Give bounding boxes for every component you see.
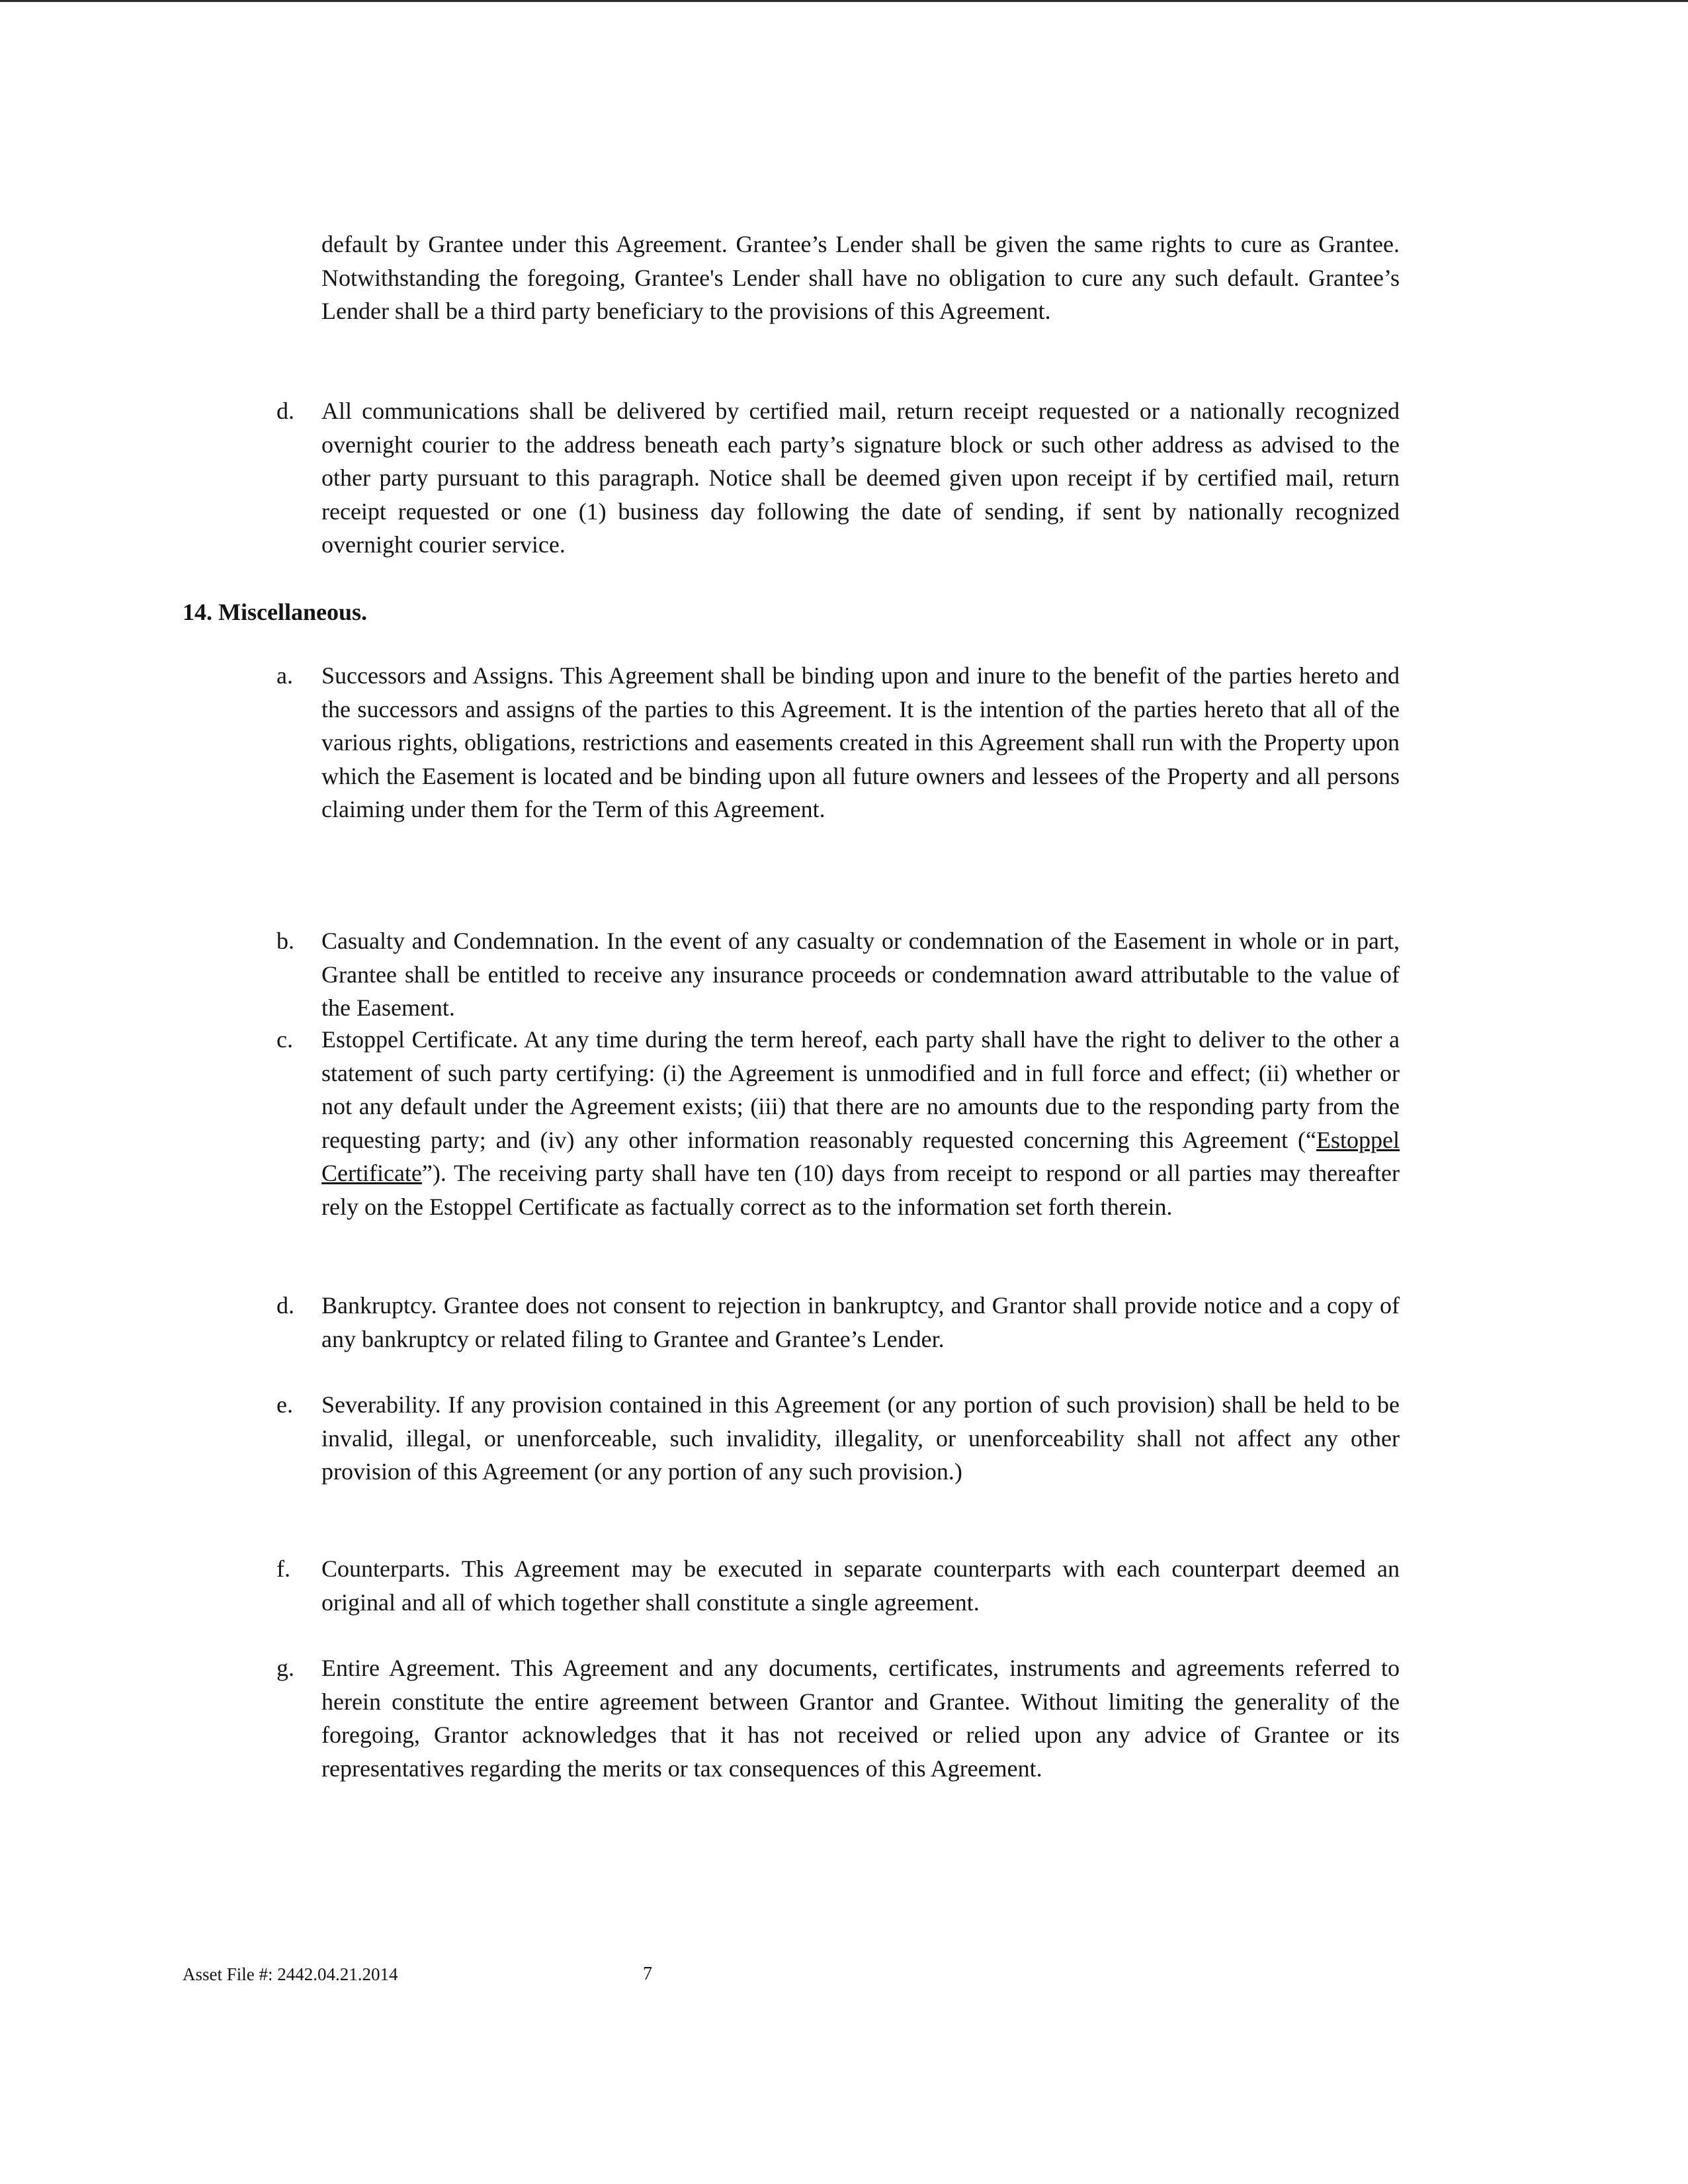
item-label: g. [276,1655,294,1681]
item-label: d. [276,1292,294,1319]
footer-page-number: 7 [643,1964,652,1984]
continuation-paragraph: default by Grantee under this Agreement. Grantee’s Lender shall be given the same rights to cure as Grantee. Notwithstanding the foregoing, Grantee's Lender shall have no obligation to cure any such default. Grantee’s Lender shall be a third party beneficiary to the provisions of this Agreement. [321,231,1400,324]
item-label: c. [276,1026,293,1053]
item-text: Bankruptcy. Grantee does not consent to rejection in bankruptcy, and Grantor shall provide notice and a copy of any bankruptcy or related filing to Grantee and Grantee’s Lender. [321,1292,1400,1352]
section14-item-f [276,1552,1400,1619]
item-text: Severability. If any provision contained in this Agreement (or any portion of such provision) shall be held to be invalid, illegal, or unenforceable, such invalidity, illegality, or unenforceability shall not affect any other provision of this Agreement (or any portion of any such provision.) [321,1391,1400,1485]
section14-item-e [276,1388,1400,1489]
estoppel-defined-term: Estoppel Certificate [321,1126,1400,1186]
section14-item-a [276,659,1400,826]
section14-item-d [276,1289,1400,1356]
scan-edge-line [0,0,1688,2]
section14-item-c [276,1023,1400,1223]
section13-item-d [276,394,1400,562]
item-label: d. [276,398,294,424]
item-text: All communications shall be delivered by certified mail, return receipt requested or a nationally recognized overnight courier to the address beneath each party’s signature block or such other address as advised to the other party pursuant to this paragraph. Notice shall be deemed given upon receipt if by certified mail, return receipt requested or one (1) business day following the date of sending, if sent by nationally recognized overnight courier service. [321,398,1400,558]
item-text: Successors and Assigns. This Agreement shall be binding upon and inure to the benefit of the parties hereto and the successors and assigns of the parties to this Agreement. It is the intention of the parties hereto that all of the various rights, obligations, restrictions and easements created in this Agreement shall run with the Property upon which the Easement is located and be binding upon all future owners and lessees of the Property and all persons claiming under them for the Term of this Agreement. [321,662,1400,822]
item-label: b. [276,928,294,954]
item-label: e. [276,1391,293,1418]
footer-asset-file: Asset File #: 2442.04.21.2014 [183,1964,398,1984]
item-text [321,1023,1400,1223]
estoppel-text-after: ”). The receiving party shall have ten (10) days from receipt to respond or all parties may thereafter rely on the Estoppel Certificate as factually correct as to the information set forth therein. [321,1160,1400,1220]
item-label: a. [276,662,293,689]
item-text: Entire Agreement. This Agreement and any documents, certificates, instruments and agreements referred to herein constitute the entire agreement between Grantor and Grantee. Without limiting the generality of the foregoing, Grantor acknowledges that it has not received or relied upon any advice of Grantee or its representatives regarding the merits or tax consequences of this Agreement. [321,1655,1400,1782]
section-heading: 14. Miscellaneous. [183,599,367,625]
item-text: Casualty and Condemnation. In the event of any casualty or condemnation of the Easement in whole or in part, Grantee shall be entitled to receive any insurance proceeds or condemnation award attributable to the value of the Easement. [321,928,1400,1021]
estoppel-text-before: Estoppel Certificate. At any time during the term hereof, each party shall have the right to deliver to the other a statement of such party certifying: (i) the Agreement is unmodified and in full force and effect; (ii) whether or not any default under the Agreement exists; (iii) that there are no amounts due to the responding party from the requesting party; and (iv) any other information reasonably requested concerning this Agreement (“ [321,1026,1400,1153]
section14-item-g [276,1651,1400,1785]
item-text: Counterparts. This Agreement may be executed in separate counterparts with each counterpart deemed an original and all of which together shall constitute a single agreement. [321,1555,1400,1616]
item-label: f. [276,1555,290,1582]
section14-item-b [276,924,1400,1025]
